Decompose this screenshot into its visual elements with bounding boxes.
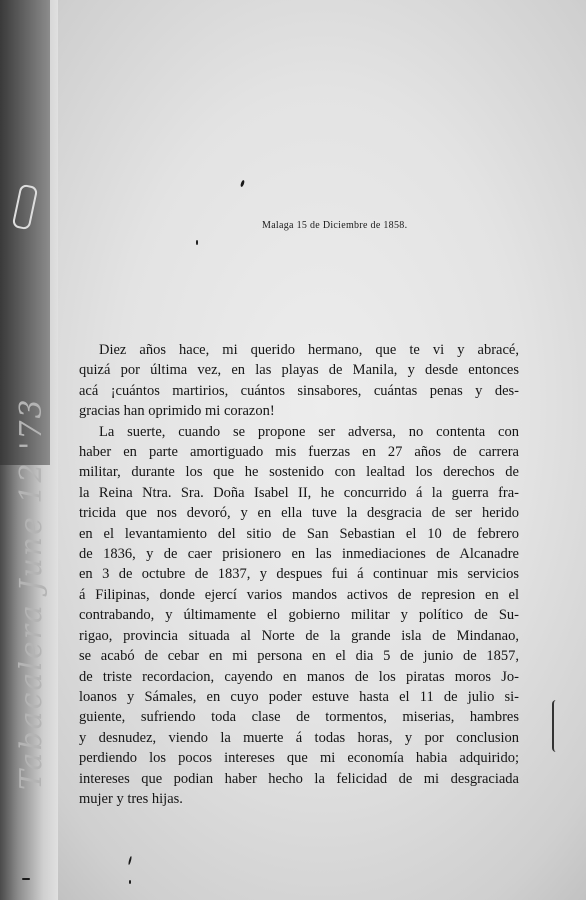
text-line: la Reina Ntra. Sra. Doña Isabel II, he concurrido á la guerra fra- (79, 484, 519, 501)
ink-speck (128, 856, 132, 865)
text-line: gracias han oprimido mi corazon! (79, 403, 275, 420)
ink-speck (129, 880, 131, 884)
text-line: intereses que podian haber hecho la felicidad de mi desgraciada (79, 770, 519, 787)
ink-speck (240, 180, 245, 188)
paragraph-1 (79, 340, 519, 422)
letter-body (79, 340, 519, 809)
ink-speck (196, 240, 198, 245)
text-line: quizá por última vez, en las playas de Manila, y desde entonces (79, 362, 519, 379)
text-line: contrabando, y últimamente el gobierno militar y político de Su- (79, 607, 519, 624)
text-line: á Filipinas, donde ejercí varios mandos activos de represion en el (79, 586, 519, 603)
text-line: y desnudez, viendo la muerte á todas horas, y por conclusion (79, 729, 519, 746)
text-line: La suerte, cuando se propone ser adversa, no contenta con (99, 423, 519, 440)
text-line: de 1836, y de caer prisionero en las inmediaciones de Alcanadre (79, 546, 519, 563)
text-line: perdiendo los pocos intereses que mi economía habia adquirido; (79, 750, 519, 767)
text-line: Diez años hace, mi querido hermano, que te vi y abracé, (99, 342, 519, 358)
ink-speck (22, 878, 30, 880)
text-line: acá ¡cuántos martirios, cuántos sinsabores, cuántas penas y des- (79, 382, 519, 399)
spine-strip (0, 0, 50, 465)
text-line: militar, durante los que he sostenido con lealtad los derechos de (79, 464, 519, 481)
spine-mark (12, 184, 39, 231)
margin-bracket-mark (552, 700, 558, 752)
dateline: Malaga 15 de Diciembre de 1858. (262, 220, 408, 231)
text-line: en el levantamiento del sitio de San Sebastian el 10 de febrero (79, 525, 519, 542)
text-line: haber en parte amortiguado mis fuerzas en 27 años de carrera (79, 444, 519, 461)
text-line: loanos y Sámales, en cuyo poder estuve hasta el 11 de julio si- (79, 688, 519, 705)
margin-handwritten-note (14, 397, 49, 790)
paragraph-2 (79, 422, 519, 810)
text-line: en 3 de octubre de 1837, y despues fui á continuar mis servicios (79, 566, 519, 583)
text-line: rigao, provincia situada al Norte de la grande isla de Mindanao, (79, 627, 519, 644)
margin-note-text: Tabacalera June 12 '73 (14, 397, 49, 790)
text-line: mujer y tres hijas. (79, 790, 183, 807)
text-line: guiente, sufriendo toda clase de tormentos, miserias, hambres (79, 709, 519, 726)
text-line: se acabó de cebar en mi persona en el dia 5 de junio de 1857, (79, 648, 519, 665)
text-line: tricida que nos devoró, y en ella tuve la desgracia de ser herido (79, 505, 519, 522)
text-line: de triste recordacion, cayendo en manos de los piratas moros Jo- (79, 668, 519, 685)
